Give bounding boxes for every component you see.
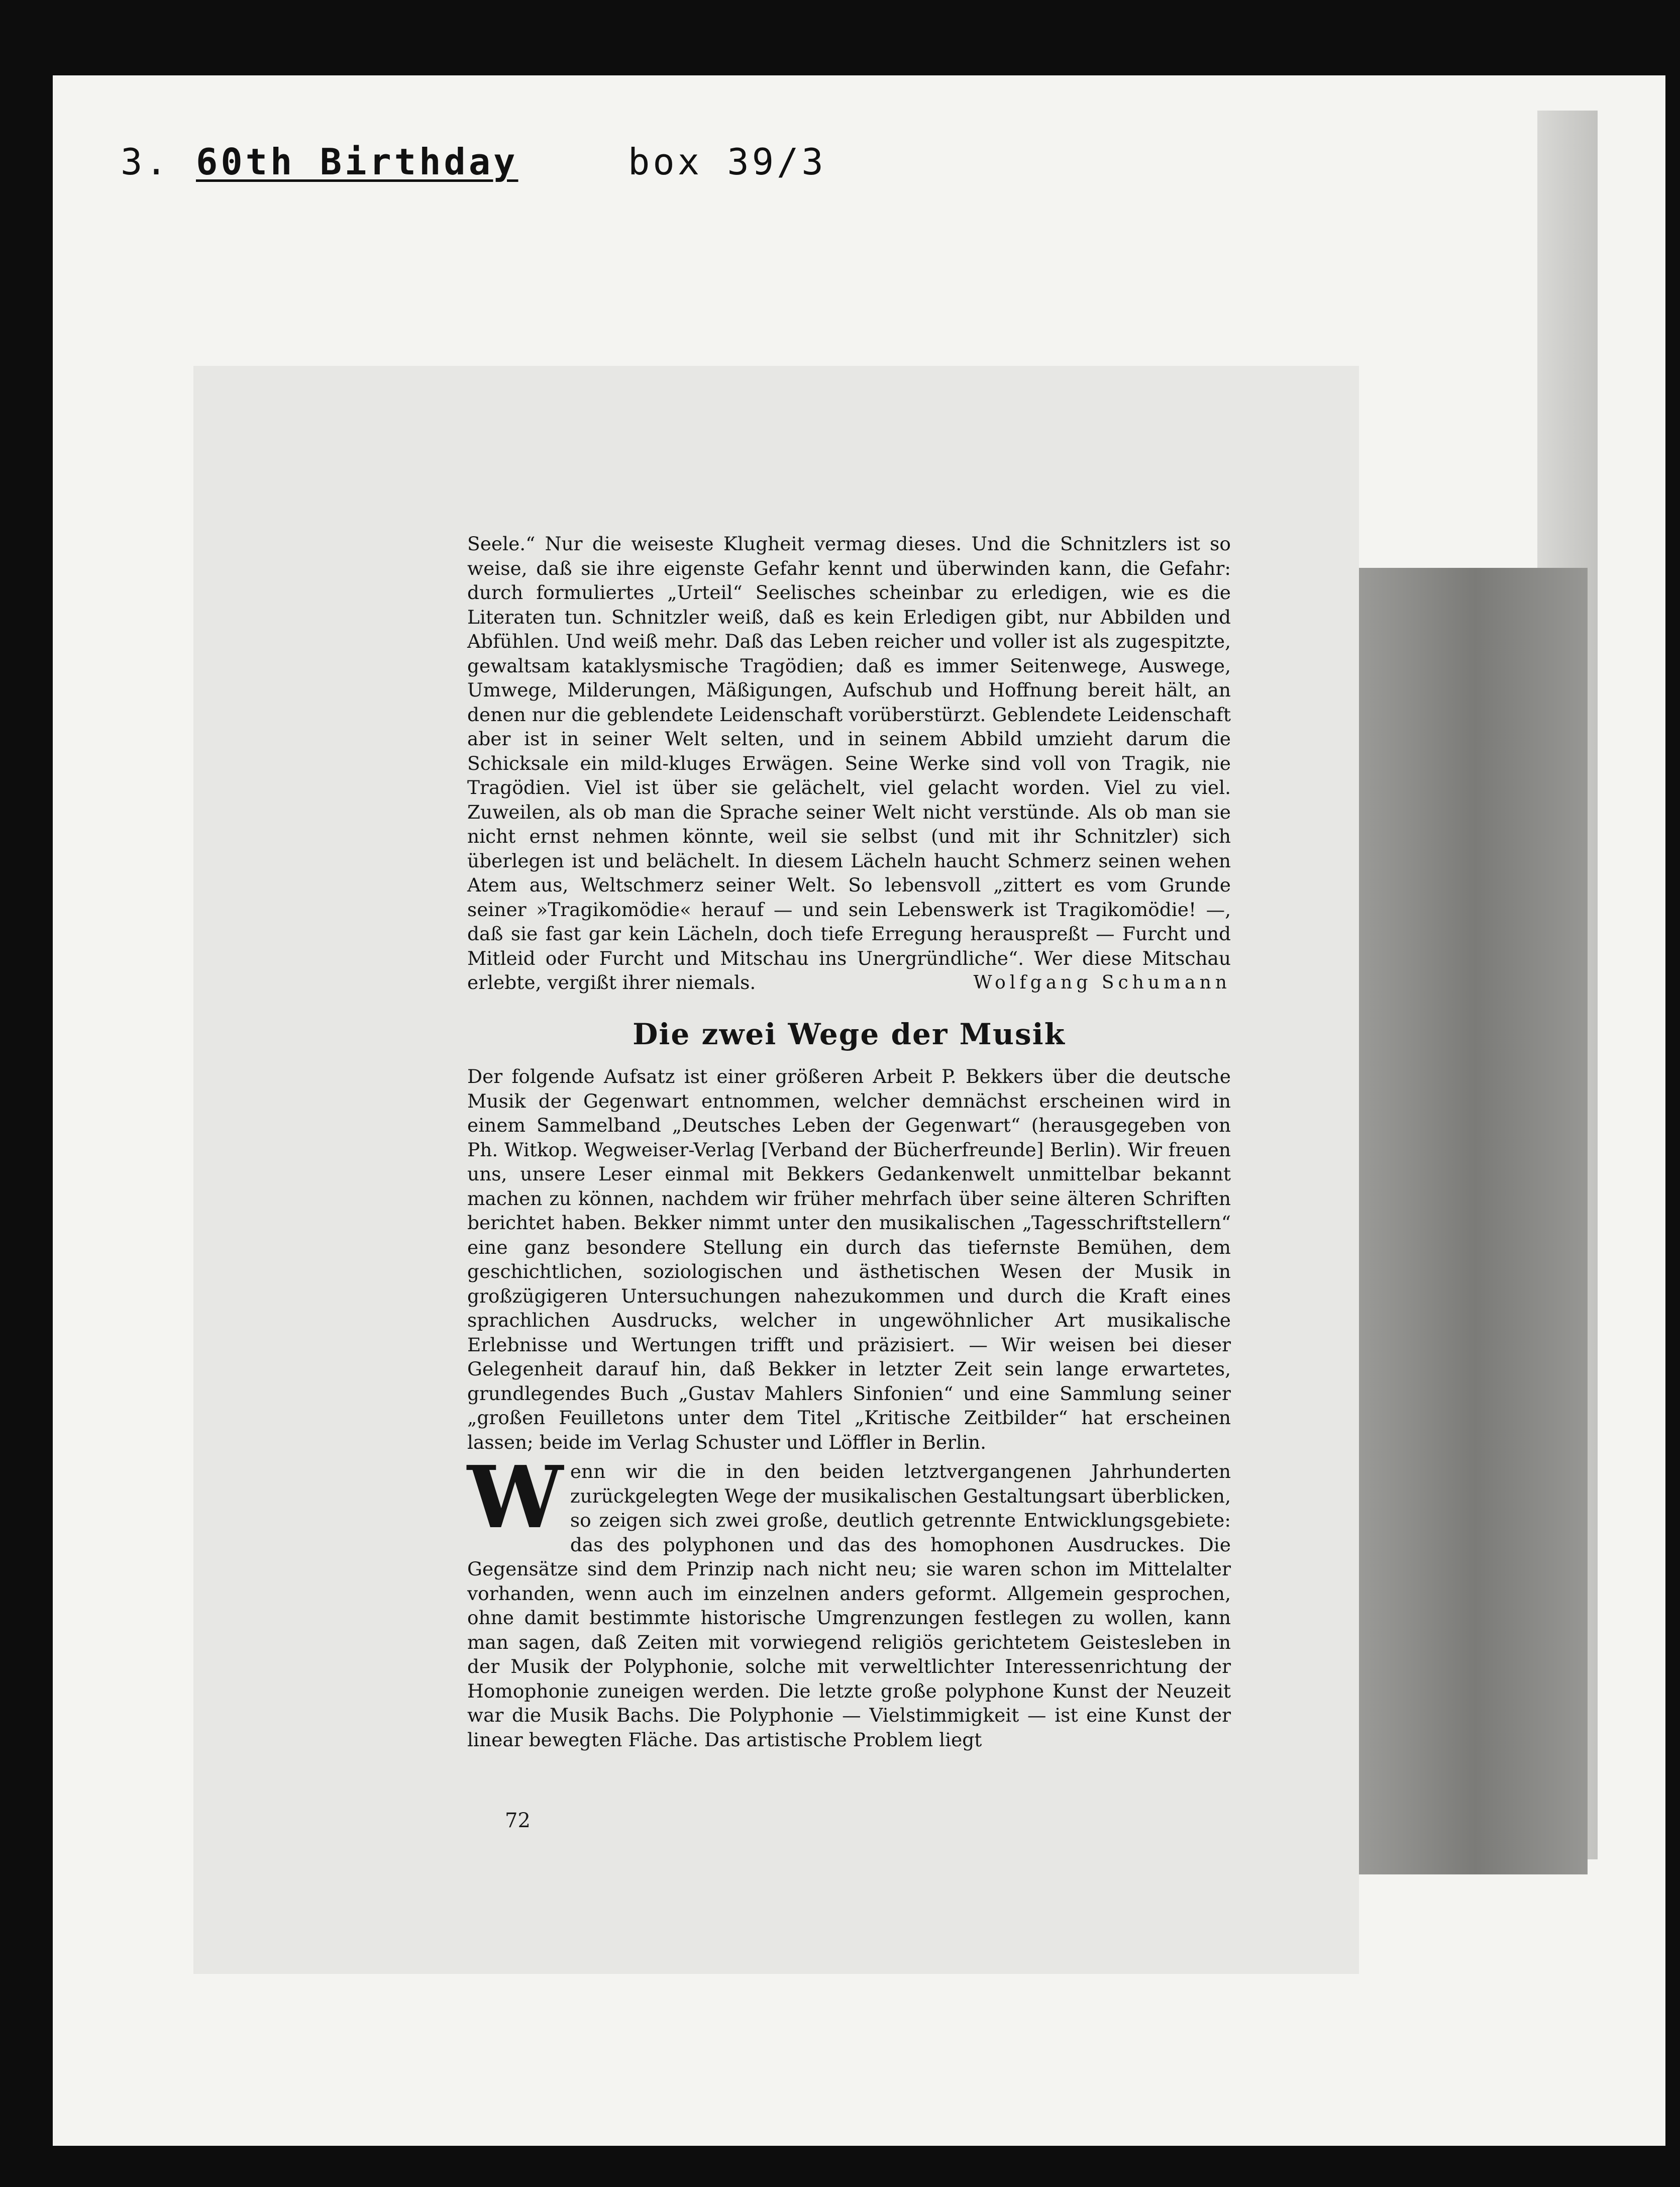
article2-heading: Die zwei Wege der Musik [633, 1017, 1066, 1051]
article1-text: Seele.“ Nur die weiseste Klugheit vermag dieses. Und die Schnitzlers ist so weise, daß sie ihre eigenste Gefahr kennt und überwinden kann, die Gefahr: durch formuliertes „Urteil“ Seelisches scheinbar zu erledigen, wie es die Literaten tun. Schnitzler weiß, daß es kein Erledigen gibt, nur Abbilden und Abfühlen. Und weiß mehr. Daß das Leben reicher und voller ist als zugespitzte, gewaltsam kataklysmische Tragödien; daß es immer Seitenwege, Auswege, Umwege, Milderungen, Mäßigungen, Aufschub und Hoffnung bereit hält, an denen nur die geblendete Leidenschaft vorüberstürzt. Geblendete Leidenschaft aber ist in seiner Welt selten, und in seinem Abbild umzieht darum die Schicksale ein mild-kluges Erwägen. Seine Werke sind voll von Tragik, nie Tragödien. Viel ist über sie gelächelt, viel gelacht worden. Viel zu viel. Zuweilen, als ob man die Sprache seiner Welt nicht verstünde. Als ob man sie nicht ernst nehmen könnte, weil sie selbst (und mit ihr Schnitzler) sich überlegen ist und belächelt. In diesem Lächeln haucht Schmerz seinen wehen Atem aus, Weltschmerz seiner Welt. So lebensvoll „zittert es vom Grunde seiner »Tragikomödie« herauf — und sein Lebenswerk ist Tragikomödie! —, daß sie fast gar kein Lächeln, doch tiefe Erregung herauspreßt — Furcht und Mitleid oder Furcht und Mitschau ins Unergründliche“. Wer diese Mitschau erlebte, vergißt ihrer niemals. [467, 533, 1231, 993]
article2-body-paragraph [467, 1447, 1231, 1752]
page-number: 72 [505, 1809, 531, 1832]
drop-cap: W [467, 1447, 563, 1548]
header-title: 60th Birthday [196, 141, 518, 183]
article2-intro: Der folgende Aufsatz ist einer größeren Arbeit P. Bekkers über die deutsche Musik der Gegenwart entnommen, welcher demnächst erscheinen wird in einem Sammelband „Deutsches Leben der Gegenwart“ (herausgegeben von Ph. Witkop. Wegweiser-Verlag [Verband der Bücherfreunde] Berlin). Wir freuen uns, unsere Leser einmal mit Bekkers Gedankenwelt unmittelbar bekannt machen zu können, nachdem wir früher mehrfach über seine älteren Schriften berichtet haben. Bekker nimmt unter den musikalischen „Tagesschriftstellern“ eine ganz besondere Stellung ein durch das tiefernste Bemühen, dem geschichtlichen, soziologischen und ästhetischen Wesen der Musik in großzügigeren Untersuchungen nahezukommen und durch die Kraft eines sprachlichen Ausdrucks, welcher in ungewöhnlicher Art musikalische Erlebnisse und Wertungen trifft und präzisiert. — Wir weisen bei dieser Gelegenheit darauf hin, daß Bekker in letzter Zeit sein lange erwartetes, grundlegendes Buch „Gustav Mahlers Sinfonien“ und eine Sammlung seiner „großen Feuilletons unter dem Titel „Kritische Zeitbilder“ hat erscheinen lassen; beide im Verlag Schuster und Löffler in Berlin. [467, 1065, 1231, 1453]
header-number: 3. [121, 141, 170, 183]
article1-author: Wolfgang Schumann [973, 972, 1231, 993]
article2-body-text: enn wir die in den beiden letztvergangenen Jahrhunderten zurückgelegten Wege der musikalischen Gestaltungsart überblicken, so zeigen sich zwei große, deutlich getrennte Entwicklungsgebiete: das des polyphonen und das des homophonen Ausdruckes. Die Gegensätze sind dem Prinzip nach nicht neu; sie waren schon im Mittelalter vorhanden, wenn auch im einzelnen anders geformt. Allgemein gesprochen, ohne damit bestimmte historische Umgrenzungen festlegen zu wollen, kann man sagen, daß Zeiten mit vorwiegend religiös gerichtetem Geistesleben in der Musik der Polyphonie, solche mit verweltlichter Interessenrichtung der Homophonie zuneigen werden. Die letzte große polyphone Kunst der Neuzeit war die Musik Bachs. Die Polyphonie — Vielstimmigkeit — ist eine Kunst der linear bewegten Fläche. Das artistische Problem liegt [467, 1460, 1231, 1751]
header-box-label: box 39/3 [628, 141, 826, 183]
article-column [467, 532, 1231, 1752]
